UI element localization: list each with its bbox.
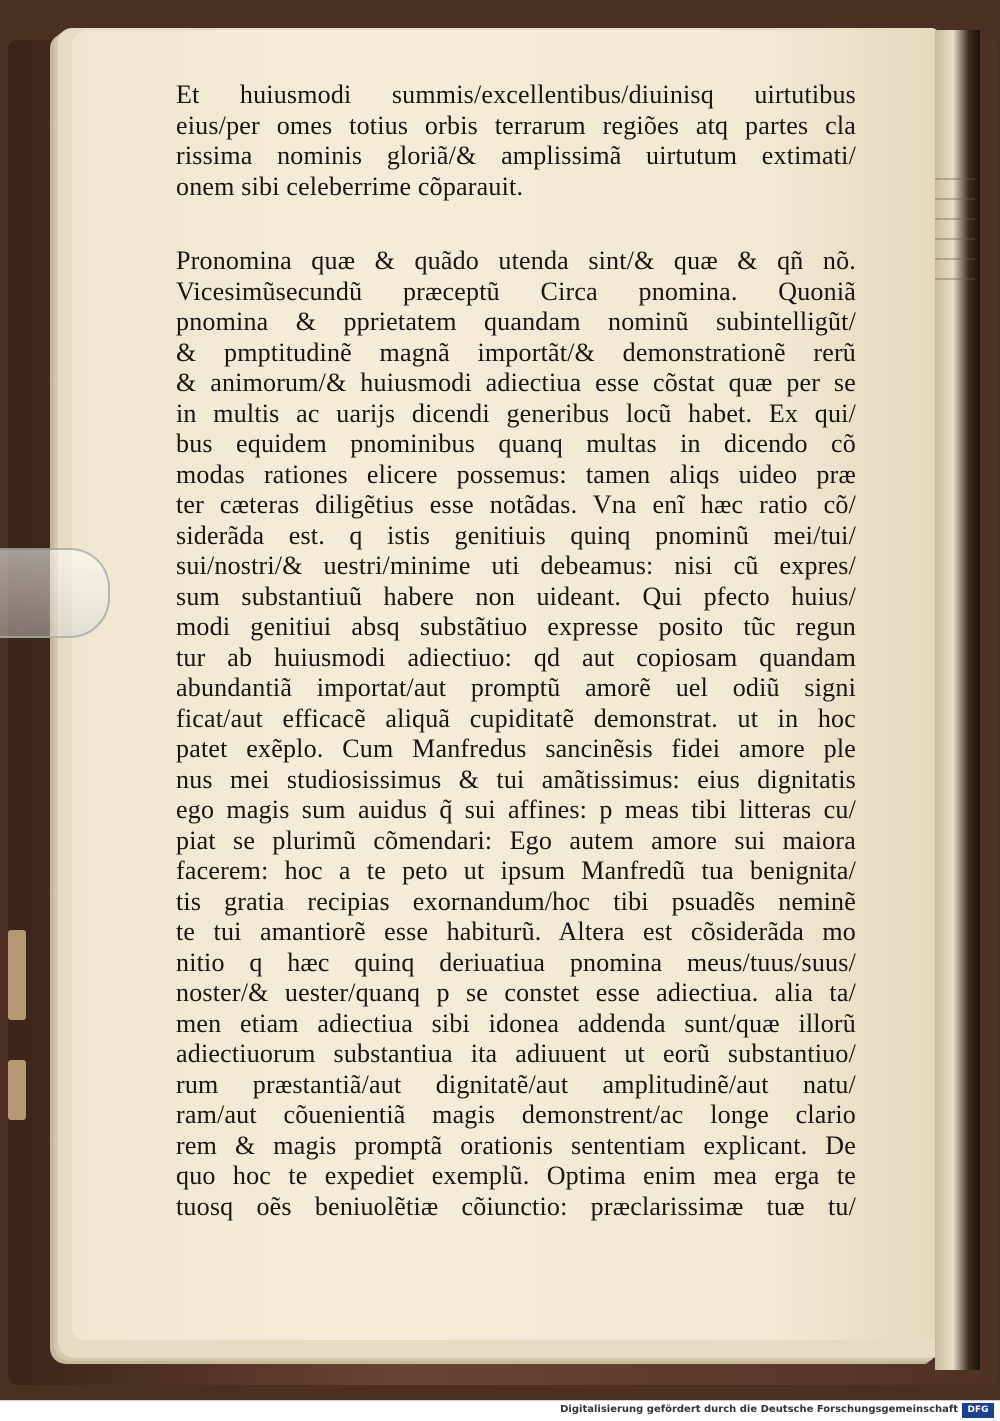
text-line: te tui amantiorẽ esse habiturũ. Altera est cõsiderãda mo [176, 917, 856, 946]
text-line: abundantiã importat/aut promptũ amorẽ uel odiũ signi [176, 673, 856, 702]
text-line: sum substantiuũ habere non uideant. Qui pfecto huius/ [176, 581, 856, 611]
text-line: siderãda est. q istis genitiuis quinq pnominũ mei/tui/ [176, 520, 856, 550]
text-line: eius/per omes totius orbis terrarum regiões atq partes cla [176, 110, 856, 140]
text-line: tur ab huiusmodi adiectiuo: qd aut copiosam quandam [176, 642, 856, 672]
text-line: Vicesimũsecundũ præceptũ Circa pnomina. Quoniã [176, 276, 856, 306]
text-line: adiectiuorum substantiua ita adiuuent ut eorũ substantiuo/ [176, 1039, 856, 1068]
glass-page-weight [0, 548, 110, 638]
text-line: nus mei studiosissimus & tui amãtissimus: eius dignitatis [176, 764, 856, 794]
text-line: ter cæteras diligẽtius esse notãdas. Vna enĩ hæc ratio cõ/ [176, 490, 856, 519]
text-line: noster/& uester/quanq p se constet esse adiectiua. alia ta/ [176, 978, 856, 1007]
text-line: tis gratia recipias exornandum/hoc tibi psuadẽs neminẽ [176, 886, 856, 916]
text-line: men etiam adiectiua sibi idonea addenda sunt/quæ illorũ [176, 1008, 856, 1038]
paragraph-gap [176, 202, 856, 246]
text-line: modas rationes elicere possemus: tamen aliqs uideo præ [176, 459, 856, 489]
text-line: nitio q hæc quinq deriuatiua pnomina meus/tuus/suus/ [176, 947, 856, 977]
text-line: ficat/aut efficacẽ aliquã cupiditatẽ demonstrat. ut in hoc [176, 703, 856, 733]
text-line: piat se plurimũ cõmendari: Ego autem amore sui maiora [176, 825, 856, 855]
text-line: pnomina & pprietatem quandam nominũ subintelligũt/ [176, 307, 856, 336]
text-line: Et huiusmodi summis/excellentibus/diuinisq uirtutibus [176, 80, 856, 109]
text-line: bus equidem pnominibus quanq multas in dicendo cõ [176, 429, 856, 458]
text-line: Pronomina quæ & quãdo utenda sint/& quæ & qñ nõ. [176, 246, 856, 275]
text-line: & pmptitudinẽ magnã importãt/& demonstrationẽ rerũ [176, 337, 856, 367]
text-line: ego magis sum auidus q̃ sui affines: p meas tibi litteras cu/ [176, 795, 856, 824]
printed-text-block [176, 80, 856, 1222]
text-line: rum præstantiã/aut dignitatẽ/aut amplitudinẽ/aut natu/ [176, 1069, 856, 1099]
text-line: in multis ac uarijs dicendi generibus locũ habet. Ex qui/ [176, 398, 856, 428]
text-line: & animorum/& huiusmodi adiectiua esse cõstat quæ per se [176, 368, 856, 397]
facing-page-bleed [935, 160, 975, 280]
cover-clasp-lower [8, 1060, 26, 1120]
funding-credit: Digitalisierung gefördert durch die Deutsche Forschungsgemeinschaft [560, 1404, 958, 1415]
text-line: rissima nominis gloriã/& amplissimã uirtutum extimati/ [176, 141, 856, 170]
text-line: rem & magis promptã orationis sententiam explicant. De [176, 1130, 856, 1160]
cover-clasp-upper [8, 930, 26, 1020]
text-line: patet exẽplo. Cum Manfredus sancinẽsis fidei amore ple [176, 734, 856, 763]
text-line: facerem: hoc a te peto ut ipsum Manfredũ tua benignita/ [176, 856, 856, 885]
text-line: quo hoc te expediet exemplũ. Optima enim mea erga te [176, 1161, 856, 1190]
text-line: ram/aut cõuenientiã magis demonstrent/ac longe clario [176, 1100, 856, 1129]
footer-bar [0, 1400, 1000, 1421]
text-line: sui/nostri/& uestri/minime uti debeamus: nisi cũ expres/ [176, 551, 856, 580]
text-line: modi genitiui absq substãtiuo expresse posito tũc regun [176, 612, 856, 641]
text-line: tuosq oẽs beniuolẽtiæ cõiunctio: præclarissimæ tuæ tu/ [176, 1191, 856, 1221]
dfg-logo: DFG [962, 1403, 994, 1418]
text-line: onem sibi celeberrime cõparauit. [176, 171, 524, 201]
